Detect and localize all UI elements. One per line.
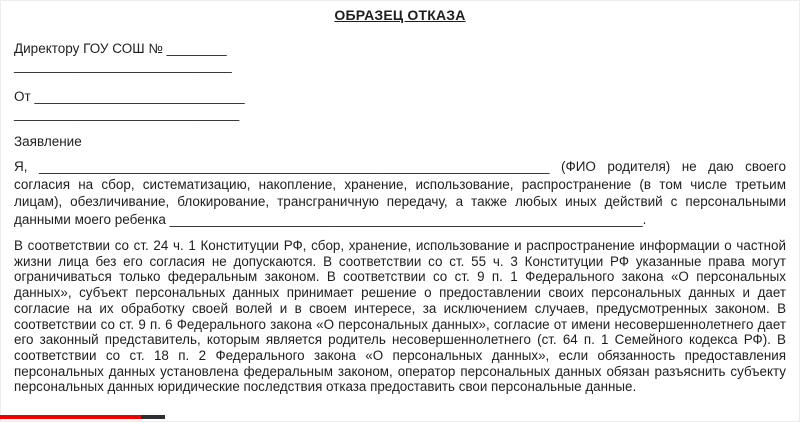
document-title: ОБРАЗЕЦ ОТКАЗА	[334, 7, 466, 23]
progress-bar-dark-segment	[141, 415, 165, 419]
statement-refusal-text: (ФИО родителя) не даю своего согласия на сбор, систематизацию, накопление, хранение, использование, распространение (в том числе третьим лицам), обезличивание, блокирование, трансграничную передачу, а также любых иных действий с персональными данными моего ребенка	[14, 159, 786, 227]
statement-paragraph	[14, 158, 786, 228]
legal-paragraph: В соответствии со ст. 24 ч. 1 Конституции РФ, сбор, хранение, использование и распространение информации о частной жизни лица без его согласия не допускаются. В соответствии со ст. 55 ч. 3 Конституции РФ указанные права могут ограничиваться только федеральным законом. В соответствии со ст. 9 п. 1 Федерального закона «О персональных данных», субъект персональных данных принимает решение о предоставлении своих персональных данных и дает согласие на их обработку своей волей и в своем интересе, за исключением случаев, предусмотренных законом. В соответствии со ст. 9 п. 6 Федерального закона «О персональных данных», согласие от имени несовершеннолетнего дает его законный представитель, которым является родитель несовершеннолетнего (ст. 64 п. 1 Семейного кодекса РФ). В соответствии со ст. 18 п. 2 Федерального закона «О персональных данных», если обязанность предоставления персональных данных установлена федеральным законом, оператор персональных данных обязан разъяснить субъекту персональных данных юридические последствия отказа предоставить свои персональные данные.	[14, 238, 786, 395]
director-line	[14, 40, 786, 57]
blank-line: ______________________________	[14, 106, 240, 121]
loading-progress-bar	[0, 415, 165, 419]
statement-intro: Я,	[14, 159, 28, 174]
from-label: От	[14, 89, 31, 104]
address-block	[14, 40, 786, 122]
from-line	[14, 88, 786, 105]
statement-heading: Заявление	[14, 134, 82, 149]
from-name-blank: ____________________________	[34, 89, 245, 104]
address-gap	[14, 74, 786, 88]
parent-name-blank: ____________________________________________________________________	[38, 159, 550, 174]
school-number-blank: ________	[166, 41, 227, 56]
child-name-blank: _______________________________________________________________	[169, 211, 643, 227]
sentence-end: .	[642, 211, 647, 227]
from-name-blank-line	[14, 105, 786, 122]
progress-bar-red-segment	[0, 415, 141, 419]
blank-line: _____________________________	[14, 58, 232, 73]
director-label: Директору ГОУ СОШ №	[14, 41, 163, 56]
director-name-blank-line	[14, 57, 786, 74]
